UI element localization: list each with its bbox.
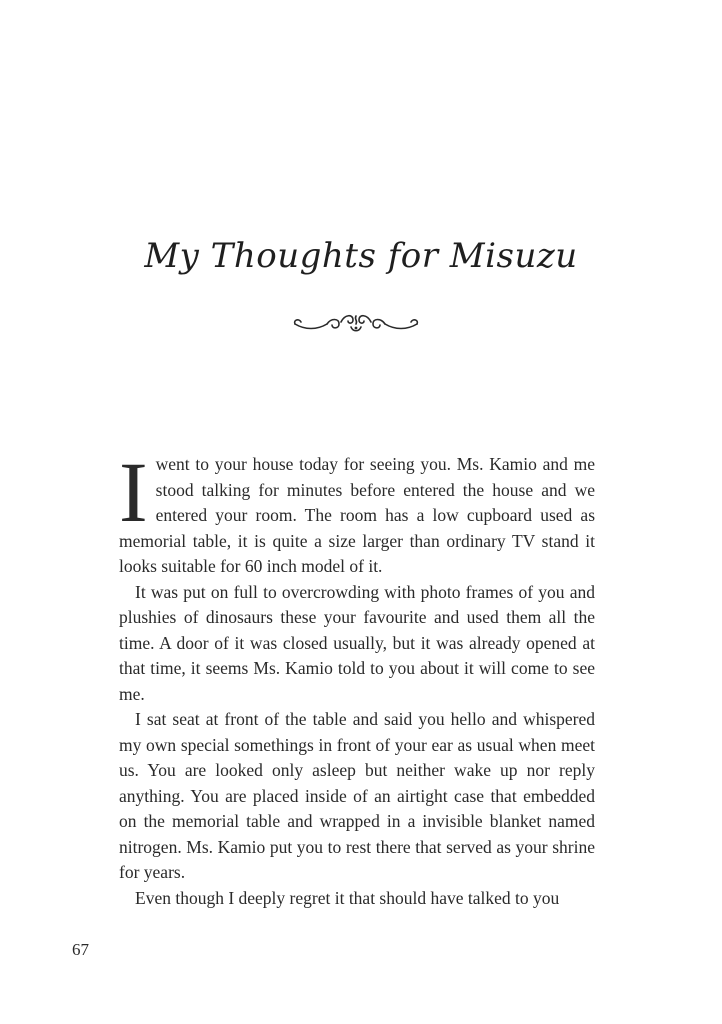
drop-cap: I [119, 444, 148, 540]
flourish-ornament-icon [291, 308, 421, 338]
paragraph-3: I sat seat at front of the table and said you hello and whispered my own special somethings in front of your ear as usual when meet us. You are looked only asleep but neither wake up nor reply anything. You are placed inside of an airtight case that embedded on the memorial table and wrapped in a invisible blanket named nitrogen. Ms. Kamio put you to rest there that served as your shrine for years. [119, 709, 595, 882]
chapter-title: My Thoughts for Misuzu [144, 236, 578, 276]
paragraph-4: Even though I deeply regret it that should have talked to you [135, 887, 560, 908]
page-number: 67 [72, 940, 89, 959]
paragraph-1-text: went to your house today for seeing you. Ms. Kamio and me stood talking for minutes before entered the house and we entered your room. The room has a low cupboard used as memorial table, it is quite a size larger than ordinary TV stand it looks suitable for 60 inch model of it. [119, 454, 595, 576]
body-text [119, 444, 595, 911]
paragraph-2: It was put on full to overcrowding with photo frames of you and plushies of dinosaurs these your favourite and used them all the time. A door of it was closed usually, but it was already opened at that time, it seems Ms. Kamio told to you about it will come to see me. [119, 581, 595, 704]
paragraph-1 [119, 444, 595, 580]
